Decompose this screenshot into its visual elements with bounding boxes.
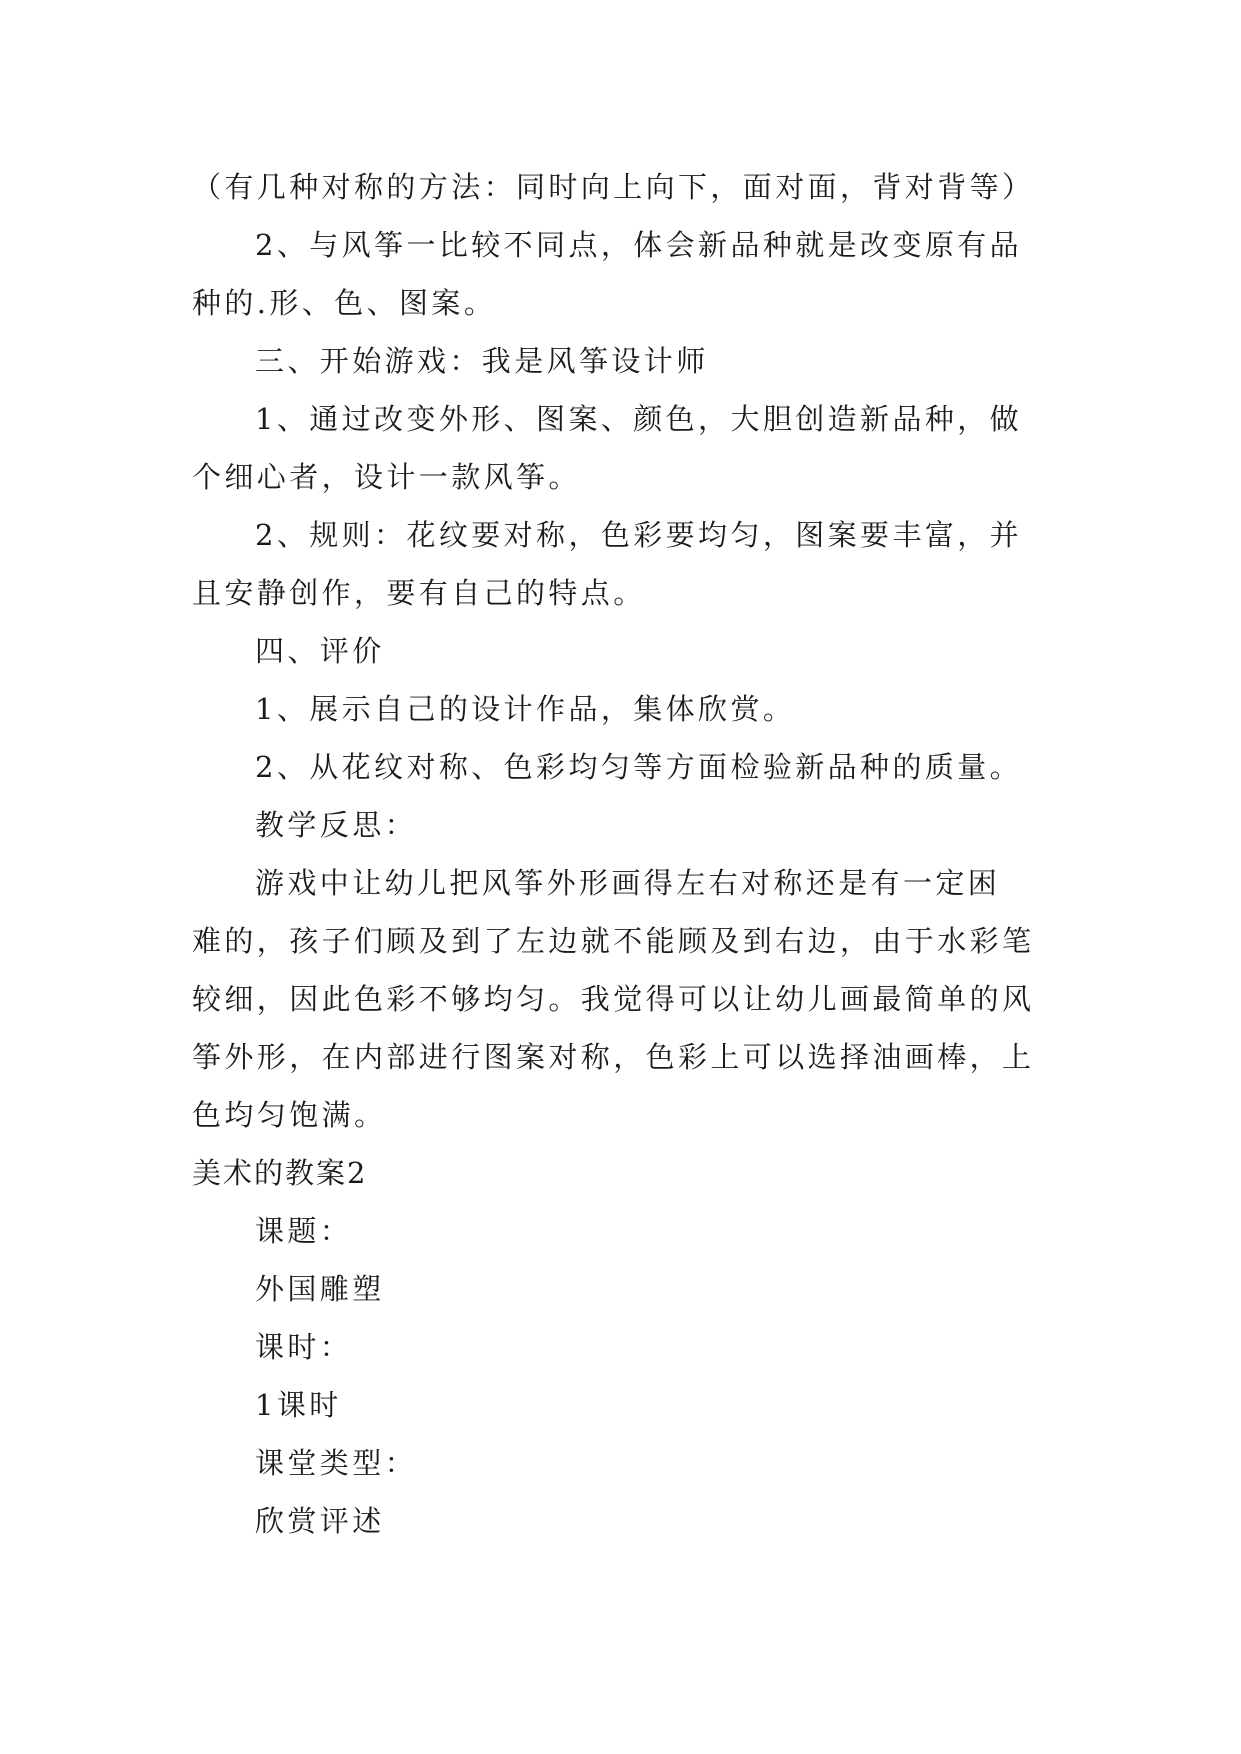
field-label: 课堂类型： (255, 1446, 418, 1480)
field-label: 课题： (255, 1214, 353, 1248)
paragraph-line: 2、与风筝一比较不同点，体会新品种就是改变原有品 (255, 228, 1023, 262)
paragraph-line: 游戏中让幼儿把风筝外形画得左右对称还是有一定困 (255, 866, 1001, 900)
field-value: 欣赏评述 (255, 1504, 385, 1538)
section-heading: 三、开始游戏：我是风筝设计师 (255, 344, 709, 378)
paragraph-line: 1、展示自己的设计作品，集体欣赏。 (255, 692, 796, 726)
paragraph-line: 种的.形、色、图案。 (192, 286, 497, 320)
section-heading: 教学反思： (255, 808, 418, 842)
section-heading: 四、评价 (255, 634, 385, 668)
paragraph-line: （有几种对称的方法：同时向上向下，面对面，背对背等） (192, 170, 1035, 204)
paragraph-line: 2、规则：花纹要对称，色彩要均匀，图案要丰富，并 (255, 518, 1023, 552)
paragraph-line: 较细，因此色彩不够均匀。我觉得可以让幼儿画最简单的风 (192, 982, 1035, 1016)
paragraph-line: 筝外形，在内部进行图案对称，色彩上可以选择油画棒，上 (192, 1040, 1035, 1074)
paragraph-line: 且安静创作，要有自己的特点。 (192, 576, 646, 610)
field-label: 课时： (255, 1330, 353, 1364)
paragraph-line: 1、通过改变外形、图案、颜色，大胆创造新品种，做 (255, 402, 1023, 436)
paragraph-line: 个细心者，设计一款风筝。 (192, 460, 581, 494)
document-title: 美术的教案2 (192, 1156, 368, 1190)
paragraph-line: 难的，孩子们顾及到了左边就不能顾及到右边，由于水彩笔 (192, 924, 1035, 958)
field-value: 1课时 (255, 1388, 342, 1422)
field-value: 外国雕塑 (255, 1272, 385, 1306)
paragraph-line: 2、从花纹对称、色彩均匀等方面检验新品种的质量。 (255, 750, 1023, 784)
paragraph-line: 色均匀饱满。 (192, 1098, 387, 1132)
